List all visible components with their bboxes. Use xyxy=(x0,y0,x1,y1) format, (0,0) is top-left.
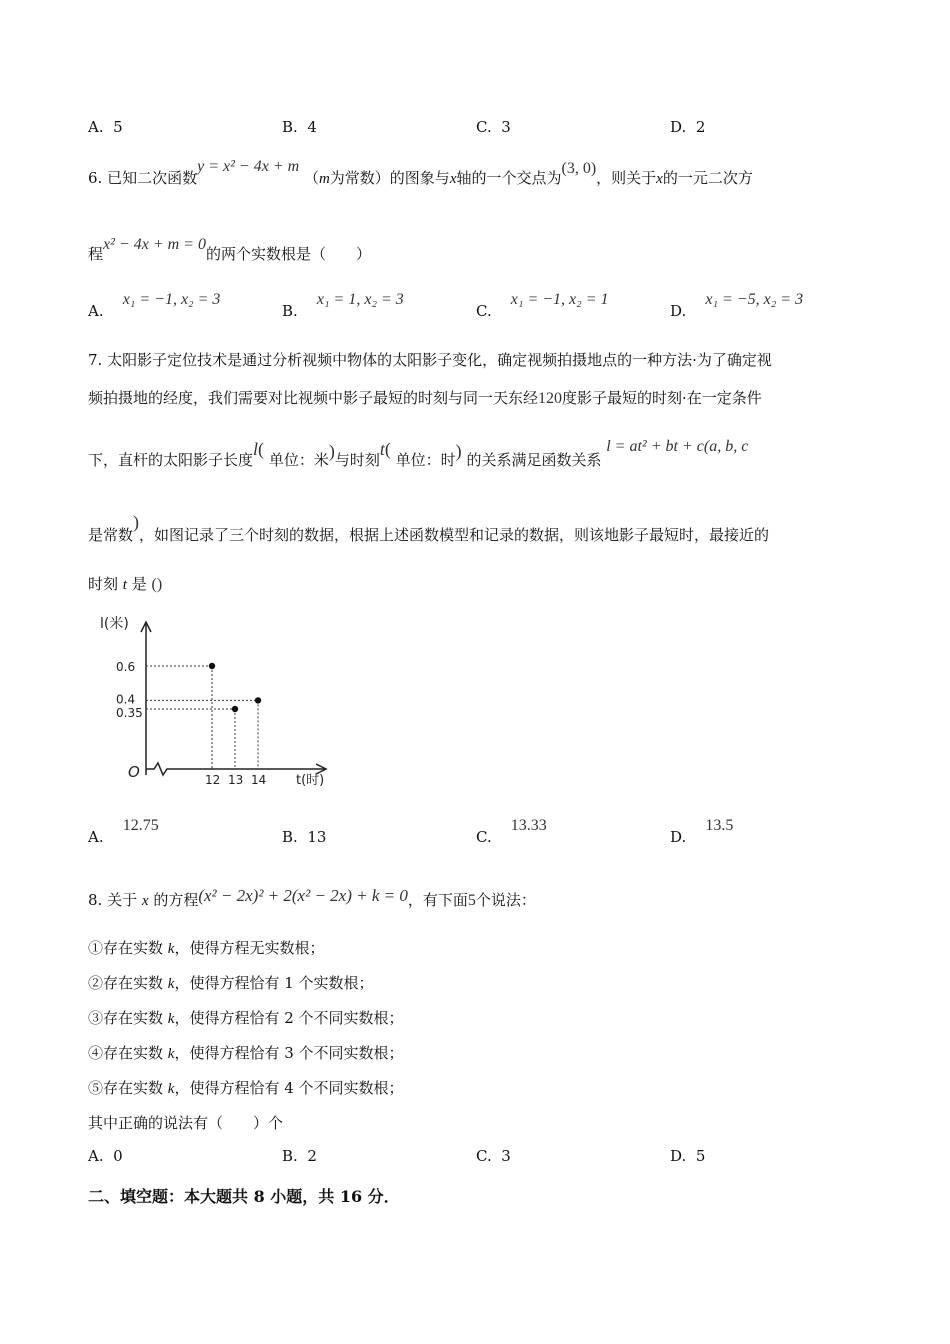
q7-line2: 频拍摄地的经度，我们需要对比视频中影子最短的时刻与同一天东经120度影子最短的时刻·在一定条件 xyxy=(88,389,762,407)
q8-statement-5: ⑤存在实数 k，使得方程恰有 4 个不同实数根； xyxy=(88,1079,404,1097)
q8-statement-4: ④存在实数 k，使得方程恰有 3 个不同实数根； xyxy=(88,1044,404,1062)
q5-option-b[interactable]: B. 4 xyxy=(282,118,317,136)
q7-line4: 是常数)，如图记录了三个时刻的数据，根据上述函数模型和记录的数据，则该地影子最短时，最接近的 xyxy=(88,512,770,544)
q6-line2: 程x² − 4x + m = 0的两个实数根是（ ） xyxy=(88,236,371,263)
y-tick-label-0: 0.6 xyxy=(116,660,136,674)
q6-option-c[interactable]: C. x₁ = −1, x₂ = 1 xyxy=(476,291,609,320)
q7-line1: 7. 太阳影子定位技术是通过分析视频中物体的太阳影子变化，确定视频拍摄地点的一种方法·为了确定视 xyxy=(88,351,772,369)
q6-option-d[interactable]: D. x₁ = −5, x₂ = 3 xyxy=(670,291,804,320)
y-tick-label-1: 0.4 xyxy=(116,692,136,707)
x-tick-label-2: 14 xyxy=(251,773,267,787)
y-axis-label: l(米) xyxy=(100,616,129,632)
q6-function-formula: y = x² − 4x + m xyxy=(197,158,300,175)
q8-statement-1: ①存在实数 k，使得方程无实数根； xyxy=(88,939,325,957)
q8-equation: (x² − 2x)² + 2(x² − 2x) + k = 0 xyxy=(198,886,408,905)
q8-option-d[interactable]: D. 5 xyxy=(670,1147,706,1165)
data-point-1 xyxy=(232,706,238,712)
q7-option-b[interactable]: B. 13 xyxy=(282,828,327,846)
x-tick-label-1: 13 xyxy=(228,773,244,787)
q5-option-a[interactable]: A. 5 xyxy=(88,118,123,136)
q7-shadow-chart xyxy=(98,612,343,792)
q8-statement-2: ②存在实数 k，使得方程恰有 1 个实数根； xyxy=(88,974,374,992)
q8-statement-3: ③存在实数 k，使得方程恰有 2 个不同实数根； xyxy=(88,1009,404,1027)
data-point-0 xyxy=(209,663,215,669)
q7-function-formula: l = at² + bt + c(a, b, c xyxy=(606,438,749,455)
q8-conclusion: 其中正确的说法有（ ）个 xyxy=(88,1114,284,1132)
origin-label: O xyxy=(128,763,140,781)
y-tick-label-2: 0.35 xyxy=(116,706,143,720)
q5-option-c[interactable]: C. 3 xyxy=(476,118,511,136)
q8-option-b[interactable]: B. 2 xyxy=(282,1147,317,1165)
q6-equation: x² − 4x + m = 0 xyxy=(103,236,206,253)
q7-line5: 时刻 t 是 () xyxy=(88,575,163,593)
q8-option-a[interactable]: A. 0 xyxy=(88,1147,123,1165)
q8-option-c[interactable]: C. 3 xyxy=(476,1147,511,1165)
q5-option-d[interactable]: D. 2 xyxy=(670,118,706,136)
q6-option-a[interactable]: A. x₁ = −1, x₂ = 3 xyxy=(88,291,221,320)
data-point-2 xyxy=(255,697,261,703)
q6-option-b[interactable]: B. x₁ = 1, x₂ = 3 xyxy=(282,291,404,320)
section-2-heading: 二、填空题：本大题共 8 小题，共 16 分． xyxy=(88,1187,400,1206)
q7-line3: 下，直杆的太阳影子长度l( 单位：米)与时刻t( 单位：时) 的关系满足函数关系 l = at² + bt + c(a, b, c xyxy=(88,438,749,469)
q7-option-d[interactable]: D. 13.5 xyxy=(670,817,734,846)
q8-line1: 8. 关于 x 的方程(x² − 2x)² + 2(x² − 2x) + k = 0，有下面5个说法： xyxy=(88,886,536,909)
x-axis-label: t(时) xyxy=(296,773,325,788)
q7-option-a[interactable]: A. 12.75 xyxy=(88,817,159,846)
q6-line1: 6. 已知二次函数y = x² − 4x + m （m为常数）的图象与x轴的一个交点为(3, 0)，则关于x的一元二次方 xyxy=(88,158,753,187)
x-tick-label-0: 12 xyxy=(205,773,221,787)
q7-option-c[interactable]: C. 13.33 xyxy=(476,817,547,846)
q6-point: (3, 0) xyxy=(561,160,597,177)
